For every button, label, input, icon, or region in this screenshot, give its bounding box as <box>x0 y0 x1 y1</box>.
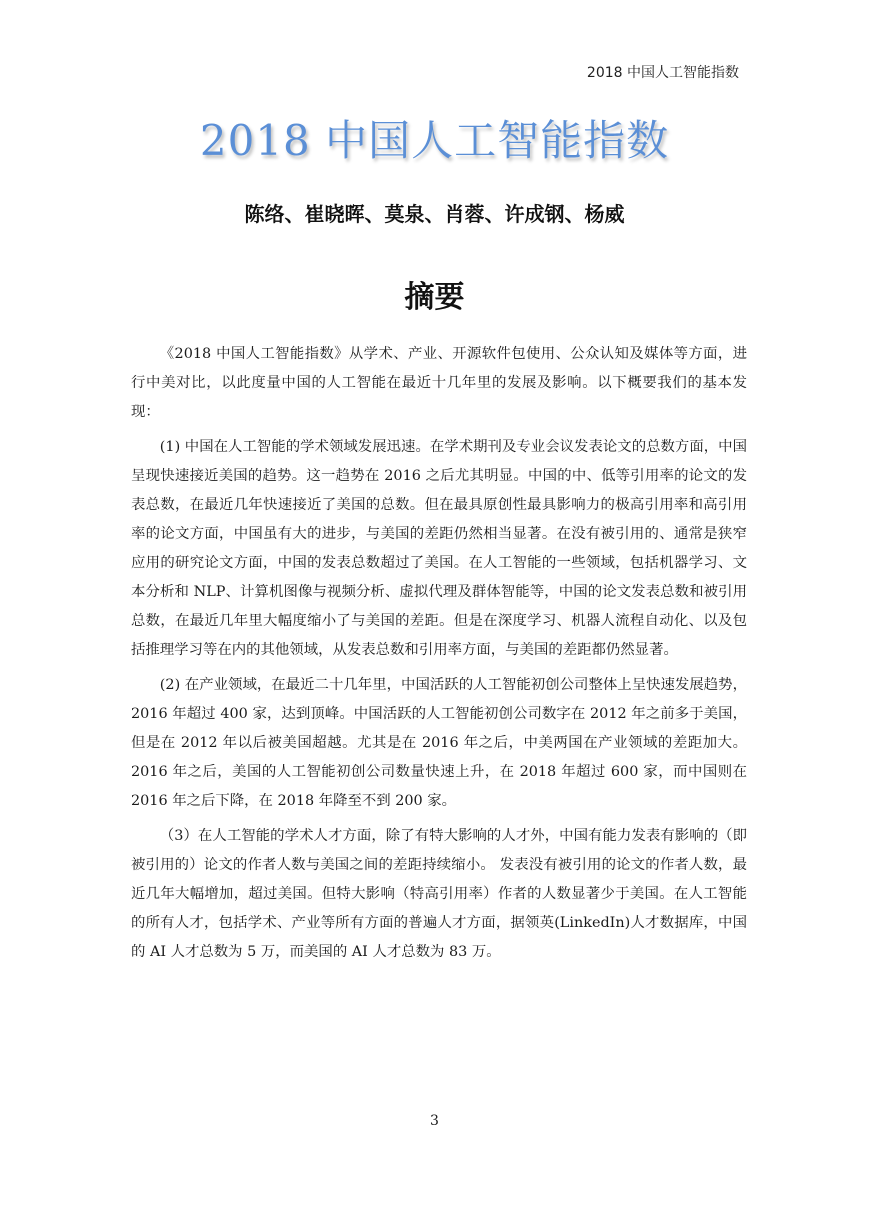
author-list: 陈络、崔晓晖、莫泉、肖蓉、许成钢、杨威 <box>244 202 625 226</box>
paragraph-finding-1: (1) 中国在人工智能的学术领域发展迅速。在学术期刊及专业会议发表论文的总数方面，中国呈现快速接近美国的趋势。这一趋势在 2016 之后尤其明显。中国的中、低等引用率的论文的发表总数，在最近几年快速接近了美国的总数。但在最具原创性最具影响力的极高引用率和高引用率的论文方面，中国虽有大的进步，与美国的差距仍然相当显著。在没有被引用的、通常是狭窄应用的研究论文方面，中国的发表总数超过了美国。在人工智能的一些领域，包括机器学习、文本分析和 NLP、计算机图像与视频分析、虚拟代理及群体智能等，中国的论文发表总数和被引用总数，在最近几年里大幅度缩小了与美国的差距。但是在深度学习、机器人流程自动化、以及包括推理学习等在内的其他领域，从发表总数和引用率方面，与美国的差距都仍然显著。 <box>131 439 747 658</box>
document-title: 2018 中国人工智能指数 <box>199 116 670 165</box>
abstract-body <box>131 340 747 973</box>
paragraph-finding-2: (2) 在产业领域，在最近二十几年里，中国活跃的人工智能初创公司整体上呈快速发展趋势，2016 年超过 400 家，达到顶峰。中国活跃的人工智能初创公司数字在 2012 年之前多于美国，但是在 2012 年以后被美国超越。尤其是在 2016 年之后，中美两国在产业领域的差距加大。2016 年之后，美国的人工智能初创公司数量快速上升，在 2018 年超过 600 家，而中国则在 2016 年之后下降，在 2018 年降至不到 200 家。 <box>131 677 747 809</box>
paragraph-intro: 《2018 中国人工智能指数》从学术、产业、开源软件包使用、公众认知及媒体等方面，进行中美对比，以此度量中国的人工智能在最近十几年里的发展及影响。以下概要我们的基本发现： <box>131 346 747 420</box>
running-header: 2018 中国人工智能指数 <box>586 65 739 81</box>
page-number: 3 <box>430 1113 439 1129</box>
section-heading-abstract: 摘要 <box>404 280 465 315</box>
paragraph-finding-3: （3）在人工智能的学术人才方面，除了有特大影响的人才外，中国有能力发表有影响的（即被引用的）论文的作者人数与美国之间的差距持续缩小。 发表没有被引用的论文的作者人数，最近几年大幅增加，超过美国。但特大影响（特高引用率）作者的人数显著少于美国。在人工智能的所有人才，包括学术、产业等所有方面的普遍人才方面，据领英(LinkedIn)人才数据库，中国的 AI 人才总数为 5 万，而美国的 AI 人才总数为 83 万。 <box>131 828 747 960</box>
